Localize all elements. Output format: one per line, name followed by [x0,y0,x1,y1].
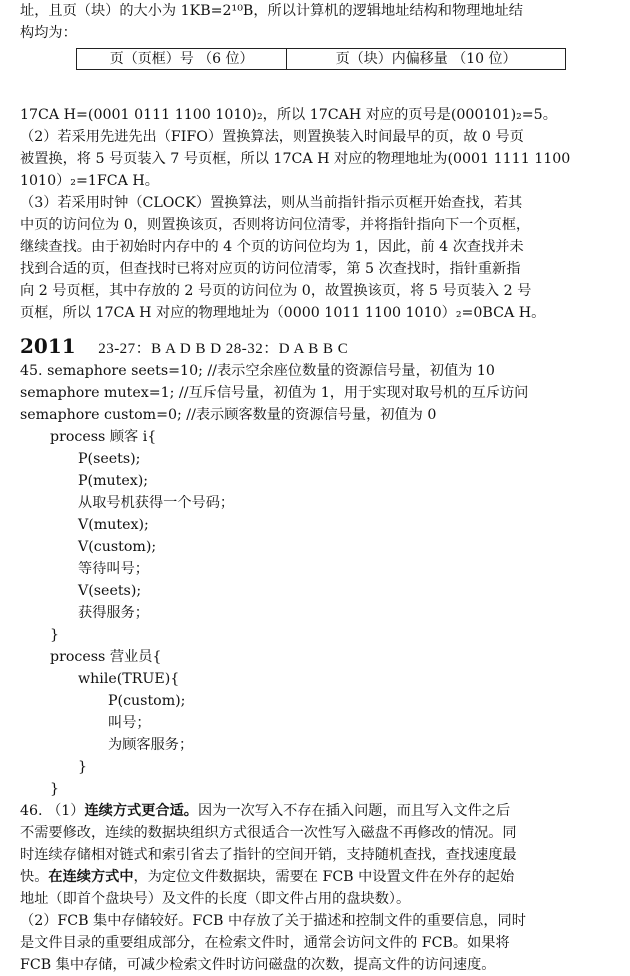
code-line: 等待叫号； [78,561,149,577]
q46-line: 是文件目录的重要组成部分，在检索文件时，通常会访问文件的 FCB。如果将 [20,935,510,951]
text-line: 向 2 号页框，其中存放的 2 号页的访问位为 0，故置换该页，将 5 号页装入 2 号 [20,283,532,299]
code-line: V(mutex); [78,517,149,533]
code-line: P(custom); [108,693,186,709]
section-heading [20,332,622,360]
text-line: 继续查找。由于初始时内存中的 4 个页的访问位均为 1，因此，前 4 次查找并未 [20,239,524,255]
q46-text: 快。 [20,869,49,885]
code-line: P(mutex); [78,473,149,489]
text-line: （2）若采用先进先出（FIFO）置换算法，则置换装入时间最早的页，故 0 号页 [20,129,524,145]
code-block [20,426,622,800]
code-line: V(seets); [78,583,142,599]
text-line: 17CA H=(0001 0111 1100 1010)₂，所以 17CAH 对应的页号是(000101)₂=5。 [20,107,557,123]
text-line: 被置换，将 5 号页装入 7 号页框，所以 17CA H 对应的物理地址为(0001 1111 1100 [20,151,571,167]
code-line: while(TRUE){ [78,671,180,687]
q46-line: FCB 集中存储，可减少检索文件时访问磁盘的次数，提高文件的访问速度。 [20,957,496,973]
code-line: } [50,627,60,643]
section-year: 2011 [20,334,76,358]
text-line: 页框，所以 17CA H 对应的物理地址为（0000 1011 1100 1010）₂=0BCA H。 [20,305,546,321]
code-line: process 顾客 i{ [50,429,157,445]
code-line: 为顾客服务； [108,737,194,753]
code-line: 获得服务； [78,605,149,621]
q46-line: 时连续存储相对链式和索引省去了指针的空间开销，支持随机查找，查找速度最 [20,847,517,863]
address-structure-table [76,48,566,70]
code-line: V(custom); [78,539,157,555]
q46-bold-phrase: 在连续方式中 [48,869,134,885]
text-line: 找到合适的页，但查找时已将对应页的访问位清零，第 5 次查找时，指针重新指 [20,261,521,277]
q46-line: 地址（即首个盘块号）及文件的长度（即文件占用的盘块数）。 [20,891,411,907]
text-line: （3）若采用时钟（CLOCK）置换算法，则从当前指针指示页框开始查找，若其 [20,195,523,211]
q46-bold-answer: 连续方式更合适。 [84,803,198,819]
q46-line [20,866,622,888]
q46-line: 不需要修改，连续的数据块组织方式很适合一次性写入磁盘不再修改的情况。同 [20,825,517,841]
code-line: 从取号机获得一个号码； [78,495,235,511]
text-line: 构均为： [20,25,77,41]
page-offset-field: 页（块）内偏移量 （10 位） [287,49,566,70]
q46-text: ，为定位文件数据块，需要在 FCB 中设置文件在外存的起始 [133,869,515,885]
code-line: P(seets); [78,451,141,467]
code-line: 叫号； [108,715,151,731]
choice-answers: 23-27：B A D B D 28-32：D A B B C [98,341,349,357]
q45-line: semaphore custom=0; //表示顾客数量的资源信号量，初值为 0 [20,407,437,423]
q46-line: （2）FCB 集中存储较好。FCB 中存放了关于描述和控制文件的重要信息，同时 [20,913,526,929]
q46-line [20,800,622,822]
q46-number: 46. （1） [20,803,85,819]
code-line: } [50,781,60,797]
q45-line: 45. semaphore seets=10; //表示空余座位数量的资源信号量，初值为 10 [20,363,495,379]
text-line: 1010）₂=1FCA H。 [20,173,159,189]
page-number-field: 页（页框）号 （6 位） [77,49,287,70]
code-line: } [78,759,88,775]
q45-line: semaphore mutex=1; //互斥信号量，初值为 1，用于实现对取号机的互斥访问 [20,385,529,401]
code-line: process 营业员{ [50,649,162,665]
text-line: 中页的访问位为 0，则置换该页，否则将访问位清零，并将指针指向下一个页框， [20,217,531,233]
text-line: 址，且页（块）的大小为 1KB=2¹⁰B，所以计算机的逻辑地址结构和物理地址结 [20,3,523,19]
q46-text: 因为一次写入不存在插入问题，而且写入文件之后 [198,803,511,819]
